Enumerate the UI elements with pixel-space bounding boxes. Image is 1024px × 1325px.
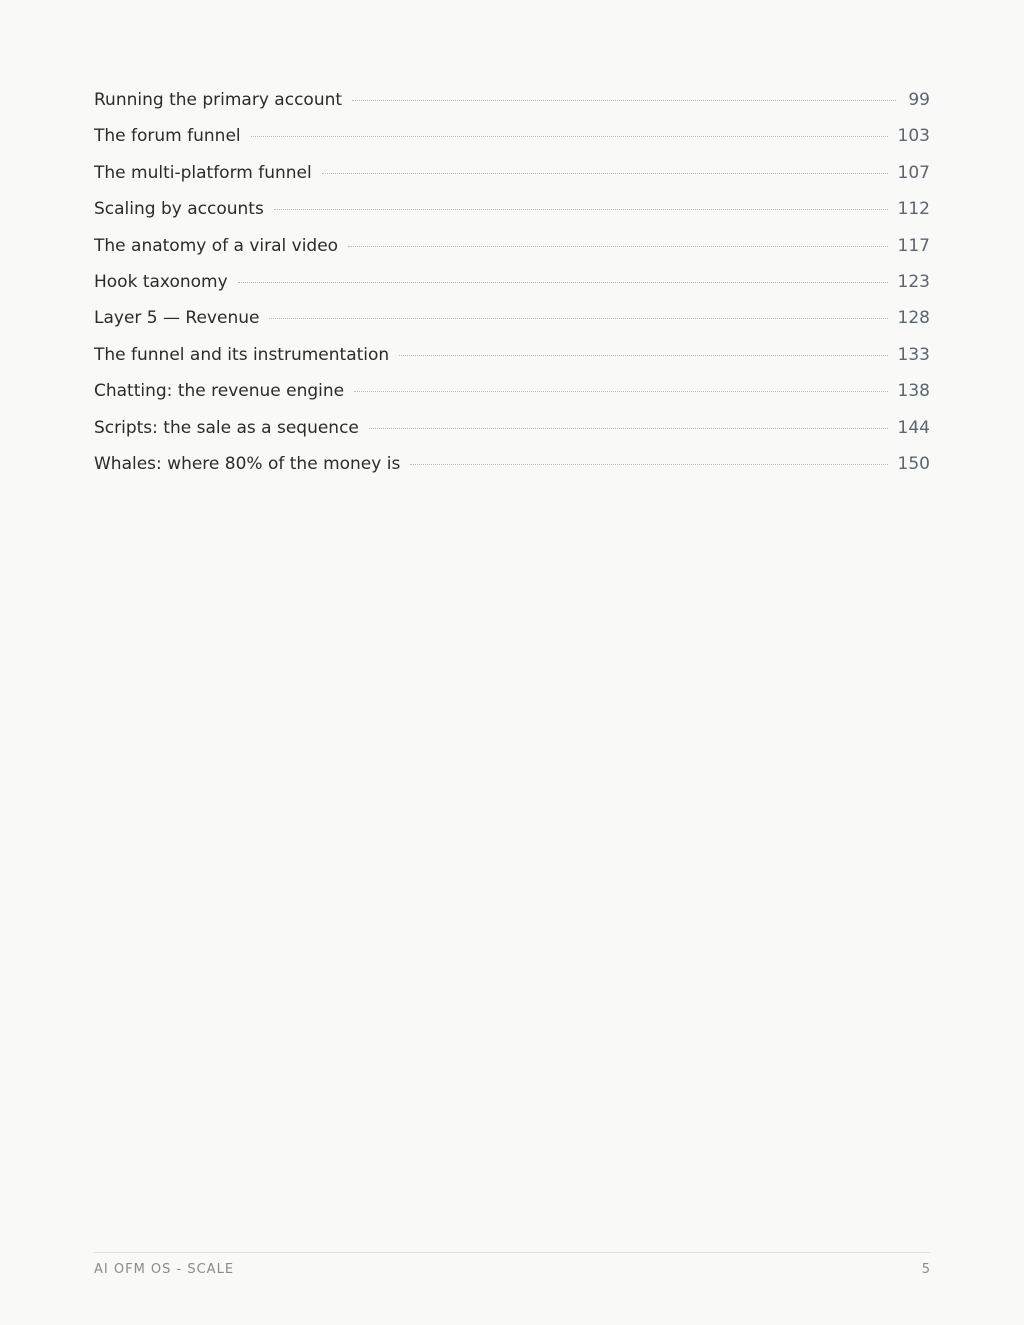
toc-entry[interactable]	[94, 126, 930, 162]
toc-dot-leader	[274, 209, 888, 210]
toc-entry-page: 123	[897, 271, 930, 292]
table-of-contents	[94, 90, 930, 490]
toc-entry-page: 150	[897, 453, 930, 474]
toc-entry-title: The multi-platform funnel	[94, 162, 312, 183]
toc-entry[interactable]	[94, 272, 930, 308]
toc-entry-page: 128	[897, 308, 930, 329]
toc-entry[interactable]	[94, 454, 930, 490]
toc-dot-leader	[354, 391, 887, 392]
toc-dot-leader	[399, 355, 887, 356]
toc-entry[interactable]	[94, 418, 930, 454]
toc-entry[interactable]	[94, 90, 930, 126]
toc-entry[interactable]	[94, 381, 930, 417]
toc-entry[interactable]	[94, 308, 930, 344]
toc-entry-title: The anatomy of a viral video	[94, 235, 339, 256]
toc-entry-page: 112	[897, 199, 930, 220]
page-number: 5	[921, 1262, 930, 1277]
toc-dot-leader	[322, 173, 888, 174]
toc-entry-title: Layer 5 — Revenue	[94, 308, 260, 329]
toc-entry-page: 103	[897, 126, 930, 147]
toc-entry[interactable]	[94, 236, 930, 272]
toc-entry-title: The funnel and its instrumentation	[94, 344, 390, 365]
toc-entry-title: Scaling by accounts	[94, 199, 264, 220]
toc-entry-page: 133	[897, 344, 930, 365]
toc-entry-page: 99	[908, 90, 930, 110]
toc-entry[interactable]	[94, 345, 930, 381]
toc-entry-page: 117	[897, 235, 930, 256]
toc-entry-title: The forum funnel	[94, 126, 241, 147]
running-footer-title: AI OFM OS - SCALE	[94, 1262, 235, 1277]
toc-entry-title: Whales: where 80% of the money is	[94, 453, 401, 474]
toc-entry-title: Chatting: the revenue engine	[94, 381, 345, 402]
toc-entry-title: Hook taxonomy	[94, 271, 228, 292]
toc-dot-leader	[238, 282, 888, 283]
toc-entry-title: Running the primary account	[94, 90, 343, 110]
toc-dot-leader	[352, 100, 896, 101]
toc-entry-page: 138	[897, 381, 930, 402]
toc-entry-page: 107	[897, 162, 930, 183]
toc-dot-leader	[251, 136, 888, 137]
toc-entry-title: Scripts: the sale as a sequence	[94, 417, 359, 438]
toc-dot-leader	[269, 318, 887, 319]
toc-entry[interactable]	[94, 199, 930, 235]
footer-divider	[94, 1252, 930, 1253]
toc-entry[interactable]	[94, 163, 930, 199]
toc-dot-leader	[369, 428, 888, 429]
toc-dot-leader	[410, 464, 887, 465]
toc-entry-page: 144	[897, 417, 930, 438]
toc-dot-leader	[348, 246, 887, 247]
